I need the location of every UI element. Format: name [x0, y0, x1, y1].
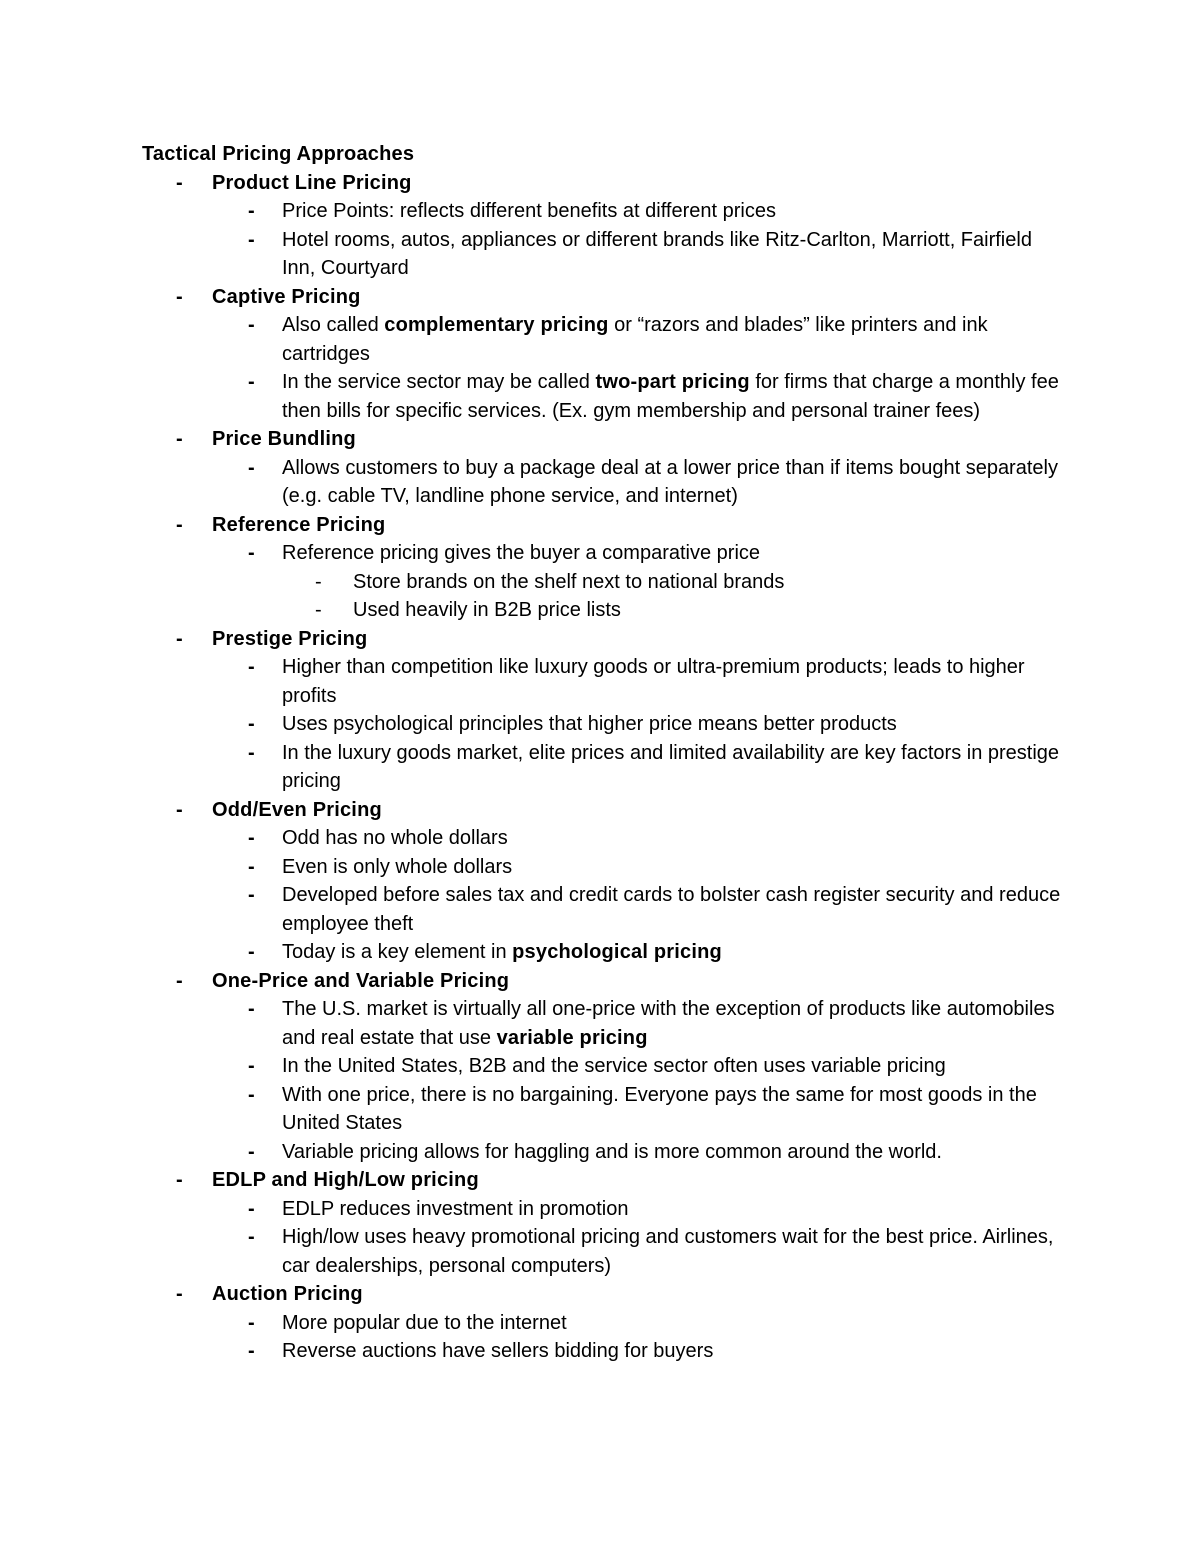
bold-term: variable pricing — [496, 1026, 648, 1049]
text-run: Developed before sales tax and credit cards to bolster cash register security and reduce employee theft — [282, 884, 1061, 935]
text-run: Reference pricing gives the buyer a comparative price — [282, 542, 761, 564]
section-heading — [142, 1280, 1062, 1309]
list-item — [142, 710, 1062, 739]
bullet-dash: - — [248, 542, 255, 564]
bullet-dash: - — [176, 428, 183, 450]
section-heading-text: Prestige Pricing — [212, 627, 368, 650]
list-item-text — [282, 1312, 567, 1334]
list-item — [142, 1052, 1062, 1081]
section-heading — [142, 967, 1062, 996]
section-heading — [142, 796, 1062, 825]
list-item-text — [282, 884, 1060, 935]
list-item-text — [282, 1141, 942, 1163]
text-run: EDLP reduces investment in promotion — [282, 1197, 629, 1220]
bullet-dash: - — [176, 969, 183, 992]
document — [142, 140, 1062, 1366]
text-run: In the United States, B2B and the service sector often uses variable pricing — [282, 1055, 946, 1077]
bullet-dash: - — [248, 456, 255, 479]
section-heading-text: Product Line Pricing — [212, 171, 412, 194]
bullet-dash: - — [248, 1083, 255, 1106]
list-item — [142, 454, 1062, 511]
text-run: Higher than competition like luxury goods or ultra-premium products; leads to higher profits — [282, 656, 1025, 707]
bullet-dash: - — [248, 1140, 255, 1163]
bullet-dash: - — [248, 827, 255, 849]
bullet-dash: - — [176, 513, 183, 536]
section-heading — [142, 169, 1062, 198]
bullet-dash: - — [176, 798, 183, 821]
list-item-text — [282, 856, 512, 878]
list-item-text — [282, 542, 760, 564]
bold-term: complementary pricing — [384, 314, 609, 336]
list-item-text — [282, 742, 1059, 793]
bullet-dash: - — [176, 1169, 183, 1191]
text-run: Also called — [282, 314, 385, 336]
bold-term: psychological pricing — [512, 941, 722, 963]
list-item — [142, 938, 1062, 967]
section-heading — [142, 511, 1062, 540]
bullet-dash: - — [248, 713, 255, 735]
text-run: for firms that charge a monthly fee then bills for specific services. (Ex. gym membership and personal trainer fees) — [282, 371, 1059, 422]
bullet-dash: - — [248, 1197, 255, 1220]
section-heading-text: Price Bundling — [212, 428, 356, 450]
list-item-text — [282, 998, 1055, 1049]
bullet-dash: - — [176, 171, 183, 194]
list-item-text — [282, 656, 1025, 707]
bullet-dash: - — [315, 570, 322, 593]
bullet-dash: - — [176, 1283, 183, 1305]
sub-list-item-text: Store brands on the shelf next to national brands — [353, 570, 785, 593]
bullet-dash: - — [248, 998, 255, 1020]
list-item — [142, 368, 1062, 425]
bullet-dash: - — [248, 1055, 255, 1077]
section-heading — [142, 425, 1062, 454]
text-run: Odd has no whole dollars — [282, 827, 508, 849]
section-heading-text: Auction Pricing — [212, 1283, 363, 1305]
text-run: More popular due to the internet — [282, 1311, 567, 1334]
sub-list-item-text: Used heavily in B2B price lists — [353, 599, 621, 621]
section-heading — [142, 625, 1062, 654]
section-heading-text: Captive Pricing — [212, 285, 361, 308]
list-item-text — [282, 200, 776, 222]
bullet-dash: - — [248, 741, 255, 764]
text-run: The U.S. market is virtually all one-price with the exception of products like automobiles and real estate that use — [282, 998, 1055, 1049]
bullet-dash: - — [248, 941, 255, 963]
bullet-dash: - — [315, 599, 322, 621]
text-run: Uses psychological principles that higher price means better products — [282, 713, 897, 735]
text-run: Variable pricing allows for haggling and is more common around the world. — [282, 1140, 942, 1163]
list-item — [142, 311, 1062, 368]
bullet-dash: - — [248, 656, 255, 678]
text-run: Hotel rooms, autos, appliances or different brands like Ritz-Carlton, Marriott, Fairfield Inn, Courtyard — [282, 228, 1032, 279]
list-item — [142, 881, 1062, 938]
bullet-dash: - — [248, 228, 255, 251]
bullet-dash: - — [248, 1340, 255, 1362]
section-heading — [142, 1166, 1062, 1195]
list-item — [142, 1337, 1062, 1366]
bullet-dash: - — [248, 200, 255, 222]
list-item — [142, 1138, 1062, 1167]
bullet-dash: - — [248, 314, 255, 336]
list-item-text — [282, 1055, 946, 1077]
bullet-dash: - — [248, 1311, 255, 1334]
text-run: Reverse auctions have sellers bidding for buyers — [282, 1340, 714, 1362]
section-heading — [142, 283, 1062, 312]
list-item — [142, 653, 1062, 710]
text-run: or “razors and blades” like printers and ink cartridges — [282, 314, 988, 365]
list-item — [142, 197, 1062, 226]
sub-list-item — [142, 596, 1062, 625]
document-title: Tactical Pricing Approaches — [142, 143, 415, 165]
list-item-text — [282, 1226, 1053, 1277]
list-item-text — [282, 229, 1032, 280]
text-run: In the service sector may be called — [282, 371, 596, 393]
text-run: Today is a key element in — [282, 941, 513, 963]
bullet-dash: - — [248, 855, 255, 878]
list-item — [142, 739, 1062, 796]
list-item-text — [282, 941, 722, 963]
list-item-text — [282, 827, 508, 849]
bullet-dash: - — [176, 285, 183, 308]
bold-term: two-part pricing — [595, 371, 750, 393]
list-item-text — [282, 457, 1058, 508]
list-item-text — [282, 1084, 1037, 1135]
list-item-text — [282, 371, 1059, 422]
bullet-dash: - — [248, 1226, 255, 1248]
bullet-dash: - — [248, 884, 255, 906]
bullet-dash: - — [176, 627, 183, 650]
list-item — [142, 1081, 1062, 1138]
section-heading-text: One-Price and Variable Pricing — [212, 969, 510, 992]
list-item-text — [282, 1340, 713, 1362]
list-item — [142, 853, 1062, 882]
section-heading-text: Odd/Even Pricing — [212, 798, 382, 821]
section-heading-text: EDLP and High/Low pricing — [212, 1169, 479, 1191]
list-item-text — [282, 1198, 628, 1220]
text-run: Even is only whole dollars — [282, 855, 513, 878]
text-run: In the luxury goods market, elite prices and limited availability are key factors in prestige pricing — [282, 741, 1060, 792]
list-item — [142, 995, 1062, 1052]
list-item — [142, 1195, 1062, 1224]
list-item — [142, 226, 1062, 283]
text-run: Price Points: reflects different benefits at different prices — [282, 200, 776, 222]
list-item-text — [282, 713, 897, 735]
outline-list — [142, 169, 1062, 1366]
text-run: Allows customers to buy a package deal at a lower price than if items bought separately (e.g. cable TV, landline phone service, and internet) — [282, 456, 1058, 507]
sub-list-item — [142, 568, 1062, 597]
text-run: High/low uses heavy promotional pricing and customers wait for the best price. Airlines, car dealerships, personal computers) — [282, 1226, 1054, 1277]
bullet-dash: - — [248, 371, 255, 393]
section-heading-text: Reference Pricing — [212, 513, 386, 536]
list-item — [142, 824, 1062, 853]
text-run: With one price, there is no bargaining. Everyone pays the same for most goods in the United States — [282, 1083, 1037, 1134]
list-item — [142, 539, 1062, 568]
list-item-text — [282, 314, 988, 365]
list-item — [142, 1309, 1062, 1338]
list-item — [142, 1223, 1062, 1280]
